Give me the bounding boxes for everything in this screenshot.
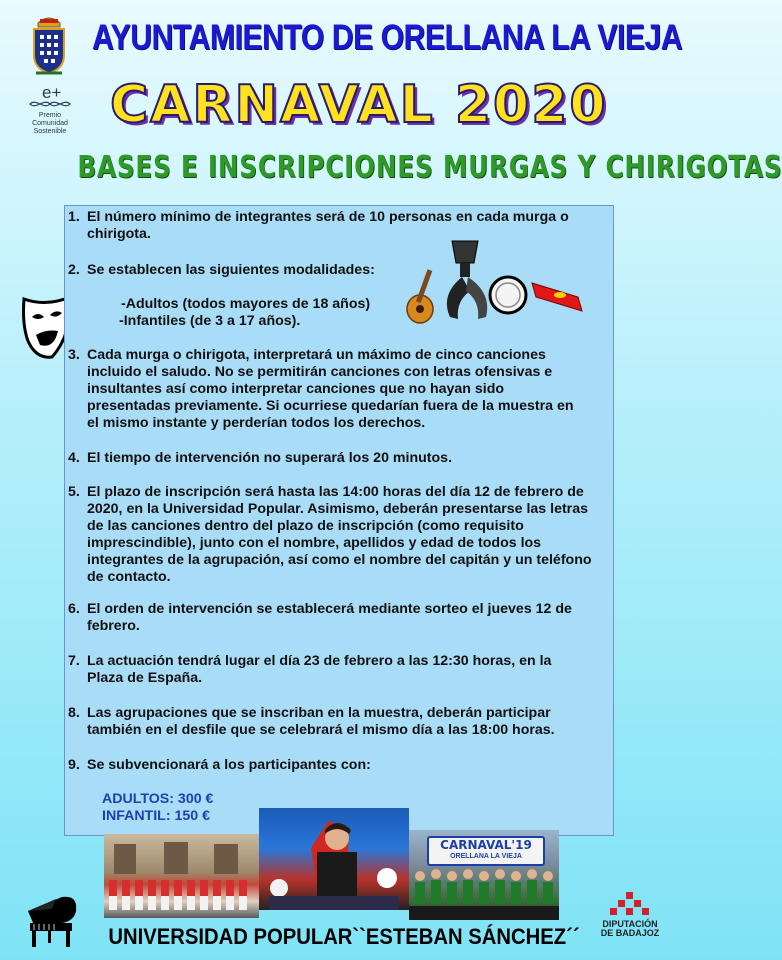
eplus-caption-2: Comunidad <box>32 120 68 127</box>
eplus-logo-text: e+ <box>42 83 62 102</box>
rule-number: 9. <box>68 757 80 773</box>
modality-adults: -Adultos (todos mayores de 18 años) <box>121 296 371 312</box>
diputacion-logo <box>600 890 660 950</box>
eplus-caption-3: Sostenible <box>33 128 67 135</box>
rule-text: La actuación tendrá lugar el día 23 de febrero a las 12:30 horas, en la Plaza de España. <box>87 653 552 686</box>
eplus-logo <box>22 82 78 144</box>
murga-photo-1 <box>104 834 259 918</box>
diputacion-emblem-icon <box>600 890 660 920</box>
rule-number: 5. <box>68 484 80 500</box>
diputacion-line-2: DE BADAJOZ <box>600 928 660 938</box>
prize-adults: ADULTOS: 300 € <box>102 791 214 807</box>
rule-text: El plazo de inscripción será hasta las 14:00 horas del día 12 de febrero de 2020, en la Universidad Popular. Asimismo, deberán presentarse las letras de las canciones dentro del plazo de inscripción (como requisito imprescindible), junto con el nombre, apellidos y edad de todos los integrantes de la agrupación, así como el nombre del capitán y un teléfono de contacto. <box>87 484 592 585</box>
rule-number: 6. <box>68 601 80 617</box>
kazoo-icon <box>532 283 582 311</box>
murga-photo-1-scene <box>104 834 259 918</box>
eplus-caption-1: Premio <box>38 112 62 119</box>
rule-text: Cada murga o chirigota, interpretará un máximo de cinco canciones incluido el saludo. No se permitirán canciones con letras ofensivas e insultantes así como interpretar canciones que no hayan sido presentadas previamente. Si ocurriese quedarían fuera de la muestra en el mismo instante y perderían todos los derechos. <box>87 347 574 431</box>
rule-text: El tiempo de intervención no superará los 20 minutos. <box>87 450 453 466</box>
diputacion-line-1: DIPUTACIÓN <box>602 919 658 929</box>
rule-number: 7. <box>68 653 80 669</box>
trophy-figure-icon <box>447 241 487 319</box>
murga-photo-2-scene <box>259 808 409 910</box>
guitar-icon <box>407 269 433 323</box>
municipality-title: AYUNTAMIENTO DE ORELLANA LA VIEJA <box>92 18 683 57</box>
murga-photo-3-scene <box>409 830 559 920</box>
page-subtitle: BASES E INSCRIPCIONES MURGAS Y CHIRIGOTAS <box>77 150 782 185</box>
rule-number: 2. <box>68 262 80 278</box>
carnival-instruments-illustration <box>400 235 590 330</box>
banner-subtitle: ORELLANA LA VIEJA <box>450 853 522 860</box>
footer-title: UNIVERSIDAD POPULAR``ESTEBAN SÁNCHEZ´´ <box>108 924 580 949</box>
rule-number: 3. <box>68 347 80 363</box>
rule-text: El orden de intervención se establecerá mediante sorteo el jueves 12 de febrero. <box>87 601 572 634</box>
modality-children: -Infantiles (de 3 a 17 años). <box>119 313 301 329</box>
rule-number: 4. <box>68 450 80 466</box>
infinity-icon <box>22 82 78 112</box>
rule-text: El número mínimo de integrantes será de 10 personas en cada murga o chirigota. <box>87 209 569 242</box>
murga-photo-3 <box>409 830 559 920</box>
rule-text: Las agrupaciones que se inscriban en la muestra, deberán participar también en el desfile que se celebrará el mismo día a las 18:00 horas. <box>87 705 555 738</box>
rule-text: Se establecen las siguientes modalidades: <box>87 262 375 278</box>
carnaval-title: CARNAVAL 2020 <box>110 75 608 135</box>
grand-piano-icon <box>22 893 80 949</box>
prize-children: INFANTIL: 150 € <box>102 808 211 824</box>
murga-photo-2 <box>259 808 409 910</box>
rule-text: Se subvencionará a los participantes con: <box>87 757 371 773</box>
rule-number: 1. <box>68 209 80 225</box>
coat-of-arms-icon <box>30 15 68 77</box>
drum-icon <box>490 277 526 313</box>
banner-title: CARNAVAL'19 <box>440 838 532 852</box>
rule-number: 8. <box>68 705 80 721</box>
